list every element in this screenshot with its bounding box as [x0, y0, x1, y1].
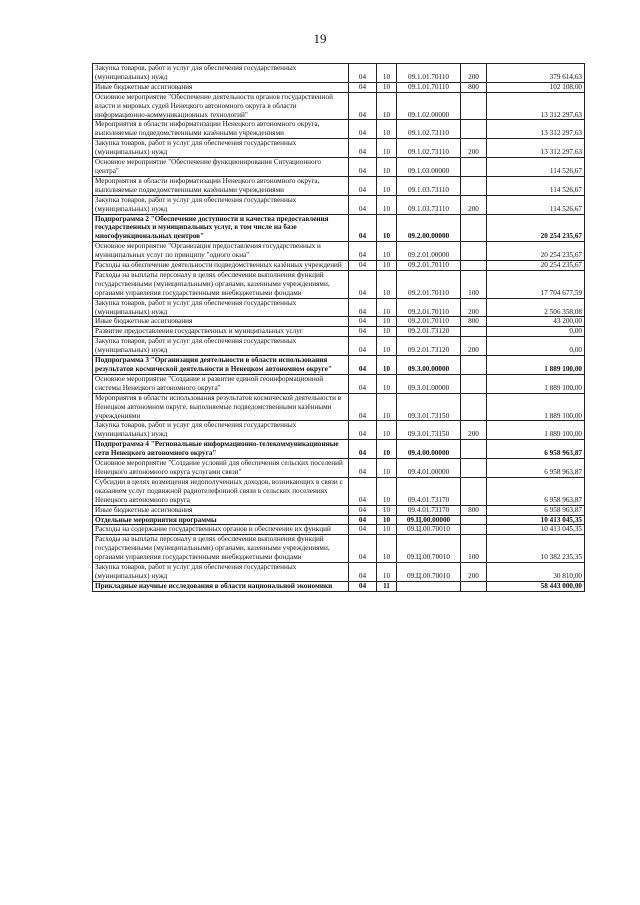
row-target-code: 09.2.01.73120: [397, 327, 461, 337]
row-target-code: 09.1.03.73110: [397, 176, 461, 195]
row-subsection: 10: [377, 459, 397, 478]
table-row: [93, 82, 585, 92]
row-subsection: 10: [377, 92, 397, 120]
row-amount: 0,00: [487, 337, 585, 356]
row-subsection: 10: [377, 421, 397, 440]
row-amount: 58 443 000,00: [487, 581, 585, 591]
row-subsection: 10: [377, 176, 397, 195]
row-target-code: 09.1.03.00000: [397, 158, 461, 177]
row-subsection: 10: [377, 82, 397, 92]
table-row: [93, 270, 585, 298]
row-section: 04: [349, 393, 377, 421]
table-row: [93, 393, 585, 421]
row-section: 04: [349, 176, 377, 195]
row-name: Закупка товаров, работ и услуг для обеспечения государственных (муниципальных) нужд: [93, 195, 349, 214]
row-name: Расходы на выплаты персоналу в целях обеспечения выполнения функций государственными (муниципальными) органами, казенными учреждениями, органами управления государственными внебюджетными фондами: [93, 270, 349, 298]
row-expense-type: [461, 374, 487, 393]
row-target-code: [397, 581, 461, 591]
row-section: 04: [349, 440, 377, 459]
row-section: 04: [349, 120, 377, 139]
row-name: Закупка товаров, работ и услуг для обеспечения государственных (муниципальных) нужд: [93, 337, 349, 356]
row-expense-type: 100: [461, 270, 487, 298]
row-subsection: 10: [377, 158, 397, 177]
row-amount: 13 312 297,63: [487, 139, 585, 158]
row-subsection: 10: [377, 270, 397, 298]
row-section: 04: [349, 356, 377, 375]
row-expense-type: [461, 477, 487, 505]
row-expense-type: [461, 356, 487, 375]
row-subsection: 10: [377, 214, 397, 242]
table-row: [93, 139, 585, 158]
row-section: 04: [349, 214, 377, 242]
row-name: Подпрограмма 2 "Обеспечение доступности и качества предоставления государственных и муниципальных услуг, в том числе на базе многофункциональных центров": [93, 214, 349, 242]
row-name: Прикладные научные исследования в области национальной экономики: [93, 581, 349, 591]
table-row: [93, 158, 585, 177]
row-expense-type: 200: [461, 139, 487, 158]
table-row: [93, 214, 585, 242]
row-amount: 20 254 235,67: [487, 214, 585, 242]
row-section: 04: [349, 139, 377, 158]
row-section: 04: [349, 421, 377, 440]
table-row: [93, 120, 585, 139]
row-target-code: 09.2.01.70110: [397, 261, 461, 271]
table-row: [93, 477, 585, 505]
row-target-code: 09.2.01.70110: [397, 317, 461, 327]
row-amount: 10 413 045,35: [487, 515, 585, 525]
row-amount: 2 506 358,08: [487, 298, 585, 317]
row-amount: 114 526,67: [487, 176, 585, 195]
row-name: Расходы на содержание государственных органов и обеспечение их функций: [93, 525, 349, 535]
row-name: Основное мероприятие "Обеспечение функционирования Ситуационного центра": [93, 158, 349, 177]
row-amount: 10 382 235,35: [487, 535, 585, 563]
row-subsection: 10: [377, 195, 397, 214]
row-name: Подпрограмма 4 "Региональные информационно-телекоммуникационные сети Ненецкого автономного округа": [93, 440, 349, 459]
row-target-code: 09.2.01.70110: [397, 270, 461, 298]
table-row: [93, 535, 585, 563]
row-subsection: 10: [377, 515, 397, 525]
row-section: 04: [349, 64, 377, 83]
row-name: Подпрограмма 3 "Организация деятельности в области использования результатов космической деятельности в Ненецком автономном округе": [93, 356, 349, 375]
row-name: Расходы на выплаты персоналу в целях обеспечения выполнения функций государственными (муниципальными) органами, казенными учреждениями, органами управления государственными внебюджетными фондами: [93, 535, 349, 563]
row-subsection: 10: [377, 477, 397, 505]
row-target-code: 09.3.01.73150: [397, 393, 461, 421]
row-subsection: 10: [377, 440, 397, 459]
row-subsection: 11: [377, 581, 397, 591]
row-section: 04: [349, 374, 377, 393]
budget-table-body: [93, 64, 585, 592]
row-name: Закупка товаров, работ и услуг для обеспечения государственных (муниципальных) нужд: [93, 421, 349, 440]
row-amount: 1 889 100,00: [487, 393, 585, 421]
row-expense-type: [461, 440, 487, 459]
row-section: 04: [349, 82, 377, 92]
table-row: [93, 374, 585, 393]
row-target-code: 09.2.01.73120: [397, 337, 461, 356]
row-amount: 43 200,00: [487, 317, 585, 327]
row-amount: 114 526,67: [487, 158, 585, 177]
row-section: 04: [349, 270, 377, 298]
table-row: [93, 337, 585, 356]
row-expense-type: 200: [461, 421, 487, 440]
row-target-code: 09.4.01.00000: [397, 459, 461, 478]
row-expense-type: 100: [461, 535, 487, 563]
row-amount: 6 958 963,87: [487, 477, 585, 505]
row-name: Основное мероприятие "Обеспечение деятельности органов государственной власти и мировых судей Ненецкого автономного округа в области информационно-коммуникационных технологий": [93, 92, 349, 120]
row-target-code: 09.1.02.00000: [397, 92, 461, 120]
row-name: Субсидии в целях возмещения недополученных доходов, возникающих в связи с оказанием услуг подвижной радиотелефонной связи в сельских поселениях Ненецкого автономного округа: [93, 477, 349, 505]
row-subsection: 10: [377, 505, 397, 515]
row-expense-type: 800: [461, 317, 487, 327]
row-subsection: 10: [377, 374, 397, 393]
row-expense-type: [461, 120, 487, 139]
row-section: 04: [349, 459, 377, 478]
row-subsection: 10: [377, 563, 397, 582]
row-section: 04: [349, 298, 377, 317]
row-target-code: 09.1.02.73110: [397, 120, 461, 139]
row-subsection: 10: [377, 139, 397, 158]
row-amount: 17 704 677,59: [487, 270, 585, 298]
row-section: 04: [349, 92, 377, 120]
row-target-code: 09.1.01.70110: [397, 64, 461, 83]
row-section: 04: [349, 581, 377, 591]
row-section: 04: [349, 327, 377, 337]
row-name: Основное мероприятие "Создание и развитие единой геоинформационной системы Ненецкого автономного округа": [93, 374, 349, 393]
row-section: 04: [349, 158, 377, 177]
table-row: [93, 64, 585, 83]
row-expense-type: [461, 393, 487, 421]
table-row: [93, 327, 585, 337]
row-target-code: 09.4.01.73170: [397, 477, 461, 505]
table-row: [93, 356, 585, 375]
row-target-code: 09.2.01.70110: [397, 298, 461, 317]
row-section: 04: [349, 505, 377, 515]
budget-table: [92, 63, 585, 592]
row-amount: 102 108,00: [487, 82, 585, 92]
table-row: [93, 92, 585, 120]
row-amount: 6 958 963,87: [487, 505, 585, 515]
row-expense-type: [461, 92, 487, 120]
row-expense-type: 200: [461, 64, 487, 83]
row-section: 04: [349, 515, 377, 525]
row-name: Отдельные мероприятия программы: [93, 515, 349, 525]
row-expense-type: 200: [461, 195, 487, 214]
row-subsection: 10: [377, 64, 397, 83]
table-row: [93, 515, 585, 525]
row-subsection: 10: [377, 242, 397, 261]
table-row: [93, 176, 585, 195]
row-subsection: 10: [377, 356, 397, 375]
row-amount: 20 254 235,67: [487, 261, 585, 271]
row-section: 04: [349, 317, 377, 327]
row-target-code: 09.4.00.00000: [397, 440, 461, 459]
row-section: 04: [349, 477, 377, 505]
row-name: Основное мероприятие "Организация предоставления государственных и муниципальных услуг по принципу "одного окна": [93, 242, 349, 261]
row-section: 04: [349, 242, 377, 261]
row-subsection: 10: [377, 535, 397, 563]
table-row: [93, 563, 585, 582]
row-expense-type: [461, 459, 487, 478]
row-expense-type: [461, 525, 487, 535]
row-subsection: 10: [377, 525, 397, 535]
row-subsection: 10: [377, 393, 397, 421]
row-amount: 1 889 100,00: [487, 421, 585, 440]
row-name: Закупка товаров, работ и услуг для обеспечения государственных (муниципальных) нужд: [93, 139, 349, 158]
row-amount: 13 312 297,63: [487, 120, 585, 139]
row-target-code: 09.Ц.00.70010: [397, 535, 461, 563]
row-expense-type: 800: [461, 82, 487, 92]
row-amount: 13 312 297,63: [487, 92, 585, 120]
table-row: [93, 195, 585, 214]
row-target-code: 09.3.01.00000: [397, 374, 461, 393]
table-row: [93, 440, 585, 459]
row-target-code: 09.Ц.00.00000: [397, 515, 461, 525]
row-subsection: 10: [377, 261, 397, 271]
row-expense-type: 200: [461, 337, 487, 356]
row-name: Мероприятия в области информатизации Ненецкого автономного округа, выполняемые подведомственными казёнными учреждениями: [93, 120, 349, 139]
row-target-code: 09.4.01.73170: [397, 505, 461, 515]
table-row: [93, 242, 585, 261]
row-name: Закупка товаров, работ и услуг для обеспечения государственных (муниципальных) нужд: [93, 563, 349, 582]
row-amount: 6 958 963,87: [487, 440, 585, 459]
row-section: 04: [349, 563, 377, 582]
row-expense-type: [461, 515, 487, 525]
row-expense-type: 200: [461, 563, 487, 582]
row-amount: 1 889 100,00: [487, 374, 585, 393]
row-amount: 6 958 963,87: [487, 459, 585, 478]
row-expense-type: [461, 176, 487, 195]
row-expense-type: 800: [461, 505, 487, 515]
row-subsection: 10: [377, 317, 397, 327]
row-section: 04: [349, 535, 377, 563]
table-row: [93, 421, 585, 440]
row-target-code: 09.1.01.70110: [397, 82, 461, 92]
row-name: Мероприятия в области использования результатов космической деятельности в Ненецком автономном округе, выполняемые подведомственными казёнными учреждениями: [93, 393, 349, 421]
table-row: [93, 505, 585, 515]
row-subsection: 10: [377, 327, 397, 337]
row-subsection: 10: [377, 120, 397, 139]
row-name: Иные бюджетные ассигнования: [93, 317, 349, 327]
row-section: 04: [349, 525, 377, 535]
row-target-code: 09.3.00.00000: [397, 356, 461, 375]
table-row: [93, 317, 585, 327]
row-target-code: 09.1.02.73110: [397, 139, 461, 158]
row-amount: 0,00: [487, 327, 585, 337]
row-amount: 379 614,63: [487, 64, 585, 83]
row-amount: 10 413 045,35: [487, 525, 585, 535]
row-name: Развитие предоставления государственных и муниципальных услуг: [93, 327, 349, 337]
table-row: [93, 525, 585, 535]
row-expense-type: [461, 242, 487, 261]
row-amount: 1 889 100,00: [487, 356, 585, 375]
row-subsection: 10: [377, 337, 397, 356]
row-section: 04: [349, 195, 377, 214]
table-row: [93, 459, 585, 478]
row-expense-type: 200: [461, 298, 487, 317]
row-name: Мероприятия в области информатизации Ненецкого автономного округа, выполняемые подведомственными казёнными учреждениями: [93, 176, 349, 195]
page-number: 19: [313, 31, 327, 46]
table-row: [93, 581, 585, 591]
row-expense-type: [461, 327, 487, 337]
row-name: Иные бюджетные ассигнования: [93, 82, 349, 92]
row-target-code: 09.1.03.73110: [397, 195, 461, 214]
row-section: 04: [349, 337, 377, 356]
row-amount: 30 810,00: [487, 563, 585, 582]
row-amount: 114 526,67: [487, 195, 585, 214]
row-name: Основное мероприятие "Создание условий для обеспечения сельских поселений Ненецкого автономного округа услугами связи": [93, 459, 349, 478]
table-row: [93, 298, 585, 317]
row-expense-type: [461, 158, 487, 177]
row-target-code: 09.2.00.00000: [397, 214, 461, 242]
row-expense-type: [461, 214, 487, 242]
row-expense-type: [461, 581, 487, 591]
row-expense-type: [461, 261, 487, 271]
row-target-code: 09.2.01.00000: [397, 242, 461, 261]
row-subsection: 10: [377, 298, 397, 317]
row-amount: 20 254 235,67: [487, 242, 585, 261]
row-name: Иные бюджетные ассигнования: [93, 505, 349, 515]
row-target-code: 09.Ц.00.70010: [397, 525, 461, 535]
row-name: Закупка товаров, работ и услуг для обеспечения государственных (муниципальных) нужд: [93, 298, 349, 317]
table-row: [93, 261, 585, 271]
row-name: Расходы на обеспечение деятельности подведомственных казённых учреждений: [93, 261, 349, 271]
row-target-code: 09.Ц.00.70010: [397, 563, 461, 582]
row-target-code: 09.3.01.73150: [397, 421, 461, 440]
row-section: 04: [349, 261, 377, 271]
row-name: Закупка товаров, работ и услуг для обеспечения государственных (муниципальных) нужд: [93, 64, 349, 83]
